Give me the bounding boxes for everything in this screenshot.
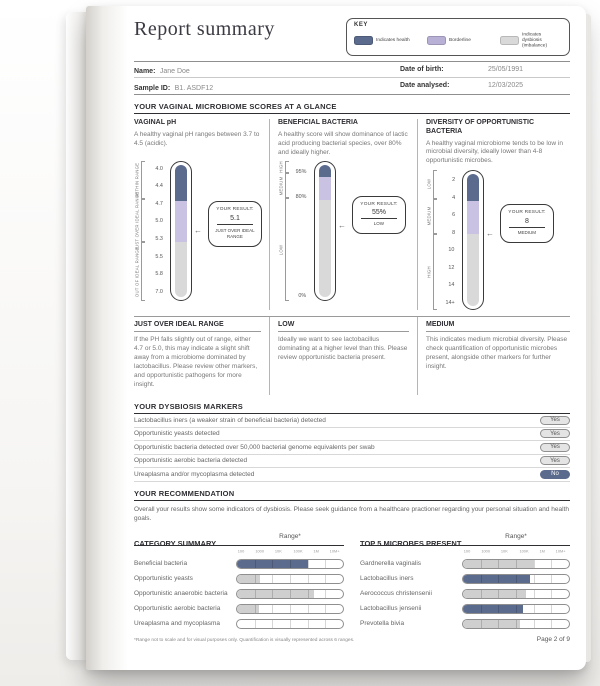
gauge-segment: [467, 174, 479, 201]
range-bar-divider: [290, 575, 291, 583]
sample-id-row: [134, 78, 570, 95]
range-bar-divider: [481, 560, 482, 568]
scale-labels: [462, 549, 568, 555]
range-bracket: [279, 198, 289, 302]
table-row: [360, 556, 570, 571]
range-bracket-label: LOW: [279, 244, 285, 255]
answer-badge: Yes: [540, 429, 570, 438]
range-bar-fill: [237, 605, 259, 613]
book-binding: [86, 6, 128, 670]
range-bar: [236, 589, 344, 599]
sample-label: Sample ID:: [134, 84, 171, 92]
range-bar-fill: [463, 620, 520, 628]
result-bubble: [500, 204, 554, 242]
range-bar-divider: [255, 605, 256, 613]
row-label: Opportunistic anaerobic bacteria: [134, 590, 228, 598]
scale-tick-label: 10M+: [555, 550, 566, 555]
table-row: [360, 571, 570, 586]
gauge-tube: [462, 170, 484, 310]
key-legend-title: KEY: [354, 22, 368, 28]
scores-section-title: YOUR VAGINAL MICROBIOME SCORES AT A GLANCE: [134, 101, 337, 111]
diversity-gauge: [426, 170, 570, 310]
table-title: TOP 5 MICROBES PRESENT: [360, 538, 462, 548]
scale-tick-label: 14: [448, 282, 455, 288]
key-items: [354, 30, 562, 51]
gauge-segment: [175, 242, 187, 297]
result-label: YOUR RESULT:: [216, 206, 254, 212]
row-label: Aerococcus christensenii: [360, 590, 432, 598]
verdict-rule: [426, 331, 570, 332]
bubble-divider: [217, 224, 253, 225]
row-label: Opportunistic aerobic bacteria: [134, 605, 221, 613]
marker-text: Ureaplasma and/or mycoplasma detected: [134, 470, 255, 478]
range-bracket-label: MEDIUM: [279, 176, 285, 196]
scale-tick-label: 10M+: [329, 550, 340, 555]
range-bar-divider: [272, 575, 273, 583]
dob-label: Date of birth:: [400, 65, 444, 73]
range-bar-divider: [516, 605, 517, 613]
dob-value: 25/05/1991: [488, 65, 524, 73]
range-bar-fill: [237, 575, 260, 583]
scale-tick-label: 1000: [255, 550, 264, 555]
range-bar-divider: [481, 575, 482, 583]
table-row: [134, 571, 344, 586]
recommendation-text: Overall your results show some indicators of dysbiosis. Please seek guidance from a healthcare practioner regarding your personal situation and health goals.: [134, 506, 570, 523]
scale-tick-label: 100K: [519, 550, 529, 555]
bubble-divider: [361, 218, 397, 219]
range-bar: [462, 559, 570, 569]
marker-row: [134, 414, 570, 428]
scale-tick-label: 80%: [295, 194, 307, 200]
scale-tick-label: 5.8: [155, 271, 163, 277]
range-bracket-label: OUT OF IDEAL RANGE: [135, 246, 141, 297]
verdict-row: [134, 316, 570, 395]
gauge-description: A healthy vaginal microbiome tends to be low in microbial diversity, ideally lower than 4-8 opportunistic microbes.: [426, 139, 563, 165]
scale-tick-label: 8: [451, 229, 455, 236]
result-status: JUST OVER IDEAL RANGE: [215, 228, 255, 239]
range-bar: [462, 619, 570, 629]
scale-tick-label: 2: [451, 177, 455, 183]
range-bar-divider: [325, 560, 326, 568]
table-title: CATEGORY SUMMARY: [134, 538, 217, 548]
range-bar-divider: [481, 620, 482, 628]
vaginal-ph-column: [134, 119, 270, 310]
gauge-segment: [319, 200, 331, 298]
gauge-title: DIVERSITY OF OPPORTUNISTIC BACTERIA: [426, 119, 534, 135]
gauge-segment: [467, 201, 479, 234]
range-bar-divider: [290, 560, 291, 568]
gauge-tube: [170, 161, 192, 301]
marker-text: Opportunistic yeasts detected: [134, 430, 220, 438]
key-legend: [346, 18, 570, 56]
diversity-verdict: [418, 317, 570, 395]
row-label: Lactobacillus iners: [360, 575, 414, 583]
range-bracket-label: WITHIN RANGE: [135, 162, 141, 198]
table-rows: [134, 556, 344, 631]
table-row: [134, 586, 344, 601]
key-item: [427, 36, 495, 45]
range-bar-divider: [255, 575, 256, 583]
scale-tick-label: 4.4: [155, 183, 163, 189]
table-row: [360, 586, 570, 601]
range-bar-fill: [463, 575, 530, 583]
result-bubble: [352, 196, 406, 234]
result-value: 8: [525, 217, 529, 225]
scale-labels: [236, 549, 342, 555]
range-bracket: [427, 170, 437, 199]
table-row: [134, 601, 344, 616]
range-bracket: [427, 234, 437, 310]
header: [134, 18, 570, 56]
analysed-label: Date analysed:: [400, 82, 450, 90]
range-brackets: [278, 161, 290, 301]
range-bar-divider: [551, 620, 552, 628]
result-label: YOUR RESULT:: [360, 201, 398, 207]
range-bar: [462, 589, 570, 599]
sample-value: B1. ASDF12: [174, 84, 214, 92]
range-bracket-label: MEDIUM: [427, 206, 433, 226]
page-content: [134, 18, 570, 662]
range-bracket-label: HIGH: [427, 265, 433, 278]
gauge-segment: [175, 201, 187, 242]
range-bar-divider: [308, 605, 309, 613]
ph-gauge: [134, 161, 261, 301]
key-swatch: [427, 36, 446, 45]
range-bar-divider: [308, 620, 309, 628]
scale-tick-label: 5.5: [155, 253, 163, 260]
range-brackets: [426, 170, 438, 310]
scale-tick-label: 1M: [539, 550, 545, 555]
range-bracket-label: HIGH: [279, 161, 285, 174]
marker-row: [134, 441, 570, 455]
range-bracket: [135, 242, 145, 301]
scale-tick-label: 100K: [293, 550, 303, 555]
range-bracket: [279, 173, 289, 198]
verdict-text: If the PH falls slightly out of range, either 4.7 or 5.0, this may indicate a slight shift away from a microbiome dominated by lactobacillus. Please review other markers, and opportunistic pathogens for more insight.: [134, 335, 258, 389]
beneficial-gauge: [278, 161, 409, 301]
bubble-divider: [509, 227, 545, 228]
section-rule: [134, 113, 570, 115]
range-bar: [236, 559, 344, 569]
verdict-title: JUST OVER IDEAL RANGE: [134, 320, 224, 328]
row-label: Prevotella bivia: [360, 620, 405, 628]
range-bar-divider: [255, 620, 256, 628]
category-summary-table: [134, 533, 344, 632]
table-header: [134, 532, 344, 548]
range-bracket: [427, 199, 437, 234]
range-bar: [462, 604, 570, 614]
range-bracket: [135, 191, 145, 251]
range-bar-divider: [498, 560, 499, 568]
score-columns: [134, 119, 570, 310]
range-bar-divider: [272, 620, 273, 628]
range-bar-divider: [255, 560, 256, 568]
range-bar-divider: [534, 560, 535, 568]
range-bracket-label: JUST OVER IDEAL RANGE: [135, 191, 141, 251]
section-rule: [134, 500, 570, 502]
range-bar: [236, 574, 344, 584]
scale-ticks: [146, 161, 166, 301]
scale-tick-label: 100: [463, 550, 471, 555]
recommendation-section-title: YOUR RECOMMENDATION: [134, 488, 235, 498]
range-bar-divider: [516, 590, 517, 598]
result-arrow-icon: ←: [486, 229, 494, 239]
range-column-label: Range*: [279, 532, 301, 540]
gauge-description: A healthy score will show dominance of lactic acid producing bacterial species, over 80% and ideally higher.: [278, 131, 408, 156]
scale-tick-label: 6: [451, 212, 455, 218]
top-microbes-table: [360, 533, 570, 632]
row-label: Lactobacillus jensenii: [360, 605, 422, 613]
range-bar: [462, 574, 570, 584]
range-bar-divider: [551, 575, 552, 583]
range-bar-divider: [498, 590, 499, 598]
scale-tick-label: 1000: [481, 550, 490, 555]
report-page: [86, 6, 586, 670]
page-title: Report summary: [134, 18, 275, 40]
row-label: Ureaplasma and mycoplasma: [134, 620, 220, 628]
key-item-label: Indicates dysbiosis (imbalance): [522, 32, 548, 48]
result-value: 5.1: [230, 214, 240, 222]
ph-verdict: [134, 317, 270, 395]
gauge-segment: [175, 165, 187, 201]
range-bar-divider: [290, 590, 291, 598]
result-arrow-icon: ←: [338, 220, 346, 230]
range-bracket: [135, 161, 145, 199]
key-item-label: Borderline: [449, 37, 471, 43]
row-label: Beneficial bacteria: [134, 560, 188, 568]
range-bar: [236, 619, 344, 629]
range-bar-divider: [498, 605, 499, 613]
range-bar-divider: [308, 560, 309, 568]
table-row: [360, 616, 570, 631]
answer-badge: No: [540, 470, 570, 479]
gauge-title: BENEFICIAL BACTERIA: [278, 119, 358, 127]
verdict-rule: [278, 331, 409, 332]
gauge-strip: [319, 165, 331, 297]
range-bar-divider: [516, 620, 517, 628]
table-header: [360, 532, 570, 548]
range-tables: [134, 533, 570, 632]
scale-tick-label: 10K: [274, 550, 282, 555]
range-bar-divider: [551, 605, 552, 613]
key-item: [354, 36, 422, 45]
range-bar-divider: [534, 605, 535, 613]
range-bar-fill: [463, 605, 523, 613]
scale-tick-label: 10K: [500, 550, 508, 555]
page-number: Page 2 of 9: [536, 636, 570, 644]
range-bar-divider: [481, 590, 482, 598]
beneficial-verdict: [270, 317, 418, 395]
scale-tick-label: 1M: [313, 550, 319, 555]
range-bar-divider: [272, 590, 273, 598]
answer-badge: Yes: [540, 443, 570, 452]
scale-tick-label: 4.0: [155, 165, 163, 172]
scale-tick-label: 10: [448, 247, 455, 253]
table-row: [134, 556, 344, 571]
table-row: [360, 601, 570, 616]
range-footnote: *Range not to scale and for visual purposes only. Quantification is visually represented across 6 ranges.: [134, 637, 355, 643]
scale-ticks: [438, 170, 458, 310]
scale-tick-label: 4.7: [155, 201, 163, 207]
range-bar: [236, 604, 344, 614]
table-rows: [360, 556, 570, 631]
range-bar-divider: [534, 590, 535, 598]
scale-tick-label: 7.0: [155, 289, 163, 295]
key-swatch: [354, 36, 373, 45]
scale-ticks: [290, 161, 310, 301]
range-bracket: [279, 161, 289, 174]
range-bar-divider: [290, 620, 291, 628]
range-bar-divider: [534, 575, 535, 583]
key-item: [500, 30, 568, 51]
key-item-label: Indicates health: [376, 37, 410, 43]
key-swatch: [500, 36, 519, 45]
gauge-segment: [319, 165, 331, 176]
marker-row: [134, 428, 570, 442]
verdict-title: MEDIUM: [426, 320, 455, 328]
analysed-value: 12/03/2025: [488, 82, 524, 90]
range-bar-divider: [498, 620, 499, 628]
range-bar-divider: [325, 590, 326, 598]
range-bar-divider: [516, 560, 517, 568]
scale-tick-label: 5.0: [155, 218, 163, 225]
range-bar-divider: [272, 560, 273, 568]
marker-text: Opportunistic bacteria detected over 50,000 bacterial genome equivalents per swab: [134, 443, 375, 451]
beneficial-bacteria-column: [270, 119, 418, 310]
range-bracket-label: LOW: [427, 179, 433, 190]
page-footer: [134, 636, 570, 643]
patient-name-row: [134, 61, 570, 78]
name-value: Jane Doe: [159, 68, 190, 76]
range-brackets: [134, 161, 146, 301]
marker-text: Lactobacillus iners (a weaker strain of beneficial bacteria) detected: [134, 416, 326, 424]
dob-field: [400, 66, 570, 73]
result-status: MEDIUM: [517, 230, 537, 236]
row-label: Gardnerella vaginalis: [360, 560, 422, 568]
diversity-column: [418, 119, 570, 310]
scale-tick-label: 95%: [295, 169, 307, 176]
range-bar-divider: [498, 575, 499, 583]
verdict-rule: [134, 331, 261, 332]
gauge-strip: [175, 165, 187, 297]
name-field: [134, 60, 400, 78]
result-value: 55%: [371, 209, 386, 217]
gauge-strip: [467, 174, 479, 306]
table-row: [134, 616, 344, 631]
range-bar-divider: [325, 620, 326, 628]
gauge-segment: [467, 234, 479, 306]
analysed-field: [400, 82, 570, 89]
scale-tick-label: 14+: [445, 299, 455, 306]
range-bar-fill: [237, 590, 314, 598]
sample-field: [134, 77, 400, 95]
gauge-segment: [319, 177, 331, 200]
range-bar-divider: [551, 590, 552, 598]
gauge-description: A healthy vaginal pH ranges between 3.7 to 4.5 (acidic).: [134, 131, 260, 147]
range-bar-divider: [534, 620, 535, 628]
range-column-label: Range*: [505, 532, 527, 540]
scale-tick-label: 5.3: [155, 236, 163, 242]
range-bar-divider: [325, 575, 326, 583]
verdict-text: This indicates medium microbial diversity. Please check quantification of opportunistic microbes present, alongside other markers for further insight.: [426, 335, 568, 371]
marker-row: [134, 455, 570, 469]
verdict-title: LOW: [278, 320, 295, 328]
result-label: YOUR RESULT:: [508, 210, 546, 215]
page-stack-edge: [586, 14, 591, 662]
range-bar-divider: [551, 560, 552, 568]
markers-section-title: YOUR DYSBIOSIS MARKERS: [134, 401, 243, 411]
scale-tick-label: 0%: [298, 292, 307, 299]
range-bar-divider: [290, 605, 291, 613]
scale-tick-label: 12: [448, 264, 455, 271]
range-bar-divider: [272, 605, 273, 613]
range-bar-divider: [325, 605, 326, 613]
scale-tick-label: 4: [451, 194, 455, 201]
gauge-tube: [314, 161, 336, 301]
range-bar-divider: [308, 590, 309, 598]
range-bar-divider: [255, 590, 256, 598]
verdict-text: Ideally we want to see lactobacillus dominating at a higher level than this. Please review opportunistic bacteria present.: [278, 335, 408, 362]
result-arrow-icon: ←: [194, 226, 202, 236]
answer-badge: Yes: [540, 416, 570, 425]
result-bubble: [208, 201, 262, 247]
gauge-title: VAGINAL pH: [134, 119, 177, 127]
marker-row: [134, 468, 570, 482]
row-label: Opportunistic yeasts: [134, 575, 193, 583]
scale-tick-label: 100: [237, 550, 245, 555]
markers-list: [134, 414, 570, 482]
name-label: Name:: [134, 68, 156, 76]
answer-badge: Yes: [540, 456, 570, 465]
range-bar-divider: [481, 605, 482, 613]
result-status: LOW: [373, 222, 385, 227]
marker-text: Opportunistic aerobic bacteria detected: [134, 457, 248, 465]
range-bar-divider: [516, 575, 517, 583]
range-bar-divider: [308, 575, 309, 583]
